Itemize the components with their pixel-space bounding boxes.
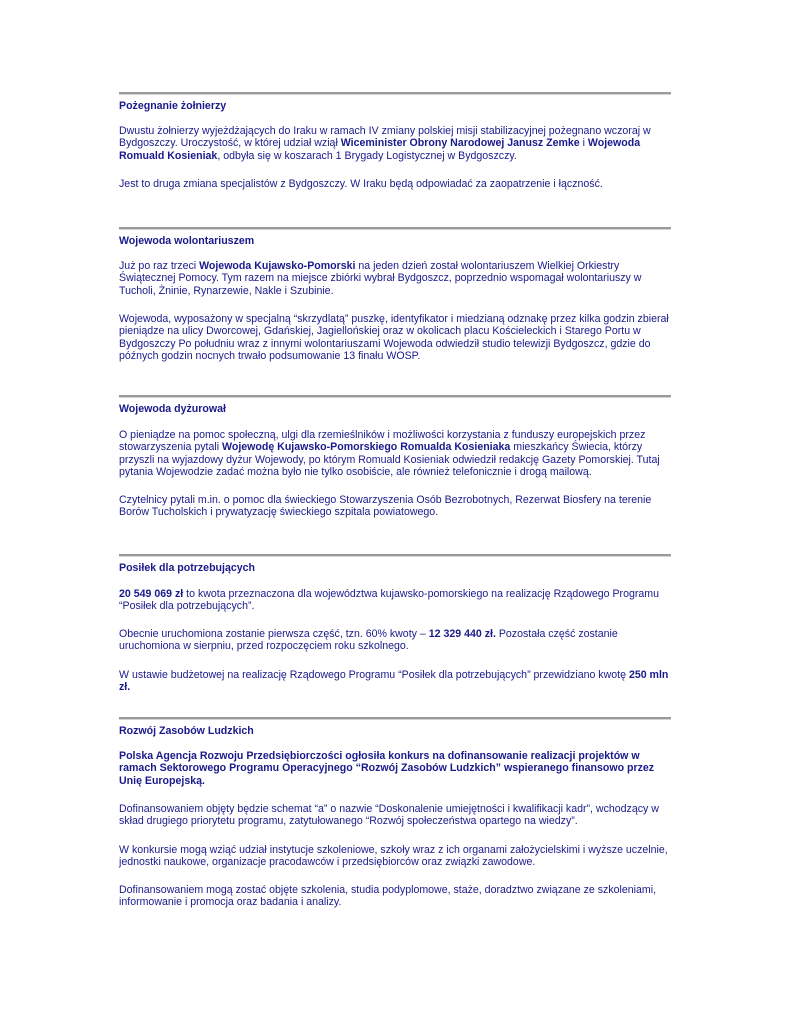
- article-dyzur: [119, 395, 671, 519]
- article-wolontariusz: [119, 227, 671, 363]
- article-paragraph: [119, 628, 671, 653]
- emphasis-text: Wojewoda Kujawsko-Pomorski: [199, 260, 356, 272]
- section-divider: [119, 395, 671, 398]
- article-paragraph: [119, 178, 671, 190]
- body-text: na jeden dzień został wolontariuszem Wielkiej Orkiestry Świątecznej Pomocy. Tym razem na miejsce zbiórki wybrał Bydgoszcz, poprzednio wspomagał wolontariuszy w Tucholi, Żninie, Rynarzewie, Nakle i Szubinie.: [119, 260, 642, 297]
- article-paragraph: [119, 588, 671, 613]
- body-text: Wojewoda, wyposażony w specjalną “skrzydlatą” puszkę, identyfikator i miedzianą odznakę przez kilka godzin zbierał pieniądze na ulicy Dworcowej, Gdańskiej, Jagiellońskiej oraz w okolicach placu Kościeleckich i Starego Portu w Bydgoszczy Po południu wraz z innymi wolontariuszami Wojewoda odwiedził studio telewizji Bydgoszcz, gdzie do późnych godzin nocnych trwało podsumowanie 13 finału WOSP.: [119, 313, 669, 363]
- body-text: , odbyła się w koszarach 1 Brygady Logistycznej w Bydgoszczy.: [217, 149, 517, 162]
- article-paragraph: [119, 429, 671, 479]
- article-title: Wojewoda wolontariuszem: [119, 235, 255, 247]
- emphasis-text: 12 329 440 zł.: [428, 628, 496, 640]
- section-divider: [119, 554, 671, 557]
- article-paragraph: [119, 494, 671, 519]
- body-text: Obecnie uruchomiona zostanie pierwsza część, tzn. 60% kwoty –: [119, 628, 429, 640]
- body-text: Dofinansowaniem mogą zostać objęte szkolenia, studia podyplomowe, staże, doradztwo związane ze szkoleniami, informowanie i promocja oraz badania i analizy.: [119, 884, 657, 909]
- emphasis-text: Wojewodę Kujawsko-Pomorskiego Romualda Kosieniaka: [222, 441, 511, 454]
- body-text: mieszkańcy Świecia, którzy przyszli na wyjazdowy dyżur Wojewody, po którym Romuald Kosieniak odwiedził redakcję Gazety Pomorskiej. Tutaj pytania Wojewodzie zadać można było nie tylko osobiście, ale również telefonicznie i drogą mailową.: [119, 441, 660, 479]
- emphasis-text: Wojewoda Romuald Kosieniak: [119, 137, 641, 162]
- article-paragraph: [119, 750, 671, 787]
- article-title: Wojewoda dyżurował: [119, 403, 226, 415]
- article-title: Pożegnanie żołnierzy: [119, 100, 227, 112]
- article-paragraph: [119, 844, 671, 869]
- emphasis-text: 250 mln zł.: [119, 669, 669, 694]
- body-text: Dofinansowaniem objęty będzie schemat “a” o nazwie “Doskonalenie umiejętności i kwalifikacji kadr”, wchodzący w skład drugiego priorytetu programu, zatytułowanego “Rozwój społeczeństwa opartego na wiedzy”.: [119, 803, 659, 828]
- body-text: W ustawie budżetowej na realizację Rządowego Programu “Posiłek dla potrzebujących” przewidziano kwotę: [119, 669, 629, 681]
- article-paragraph: [119, 125, 671, 162]
- body-text: Dwustu żołnierzy wyjeżdżających do Iraku w ramach IV zmiany polskiej misji stabilizacyjnej pożegnano wczoraj w Bydgoszczy. Uroczystość, w której udział wziął: [119, 125, 651, 150]
- body-text: i: [579, 137, 588, 150]
- body-text: Czytelnicy pytali m.in. o pomoc dla świeckiego Stowarzyszenia Osób Bezrobotnych, Rezerwat Biosfery na terenie Borów Tucholskich i prywatyzację świeckiego szpitala powiatowego.: [119, 494, 652, 519]
- article-rozwoj: [119, 717, 671, 909]
- article-paragraph: [119, 313, 671, 363]
- section-divider: [119, 227, 671, 230]
- body-text: Jest to druga zmiana specjalistów z Bydgoszczy. W Iraku będą odpowiadać za zaopatrzenie i łączność.: [119, 178, 603, 190]
- article-paragraph: [119, 260, 671, 297]
- section-divider: [119, 717, 671, 720]
- article-paragraph: [119, 669, 671, 694]
- article-posilek: [119, 554, 671, 694]
- article-paragraph: [119, 803, 671, 828]
- emphasis-text: Polska Agencja Rozwoju Przedsiębiorczości ogłosiła konkurs na dofinansowanie realizacji projektów w ramach Sektorowego Programu Operacyjnego “Rozwój Zasobów Ludzkich” wspieranego finansowo przez Unię Europejską.: [119, 750, 655, 787]
- body-text: O pieniądze na pomoc społeczną, ulgi dla rzemieślników i możliwości korzystania z funduszy europejskich przez stowarzyszenia pytali: [119, 429, 646, 454]
- body-text: W konkursie mogą wziąć udział instytucje szkoleniowe, szkoły wraz z ich organami założycielskimi i wyższe uczelnie, jednostki naukowe, organizacje pracodawców i przedsiębiorców oraz związki zawodowe.: [119, 844, 668, 869]
- body-text: Już po raz trzeci: [119, 260, 200, 272]
- body-text: Pozostała część zostanie uruchomiona w sierpniu, przed rozpoczęciem roku szkolnego.: [119, 628, 618, 653]
- emphasis-text: Wiceminister Obrony Narodowej Janusz Zemke: [340, 137, 580, 150]
- body-text: to kwota przeznaczona dla województwa kujawsko-pomorskiego na realizację Rządowego Programu “Posiłek dla potrzebujących”.: [119, 588, 660, 613]
- emphasis-text: 20 549 069 zł: [119, 588, 184, 600]
- article-paragraph: [119, 884, 671, 909]
- article-title: Rozwój Zasobów Ludzkich: [119, 725, 254, 737]
- section-divider: [119, 92, 671, 95]
- article-title: Posiłek dla potrzebujących: [119, 562, 255, 574]
- article-pozegnanie: [119, 92, 671, 190]
